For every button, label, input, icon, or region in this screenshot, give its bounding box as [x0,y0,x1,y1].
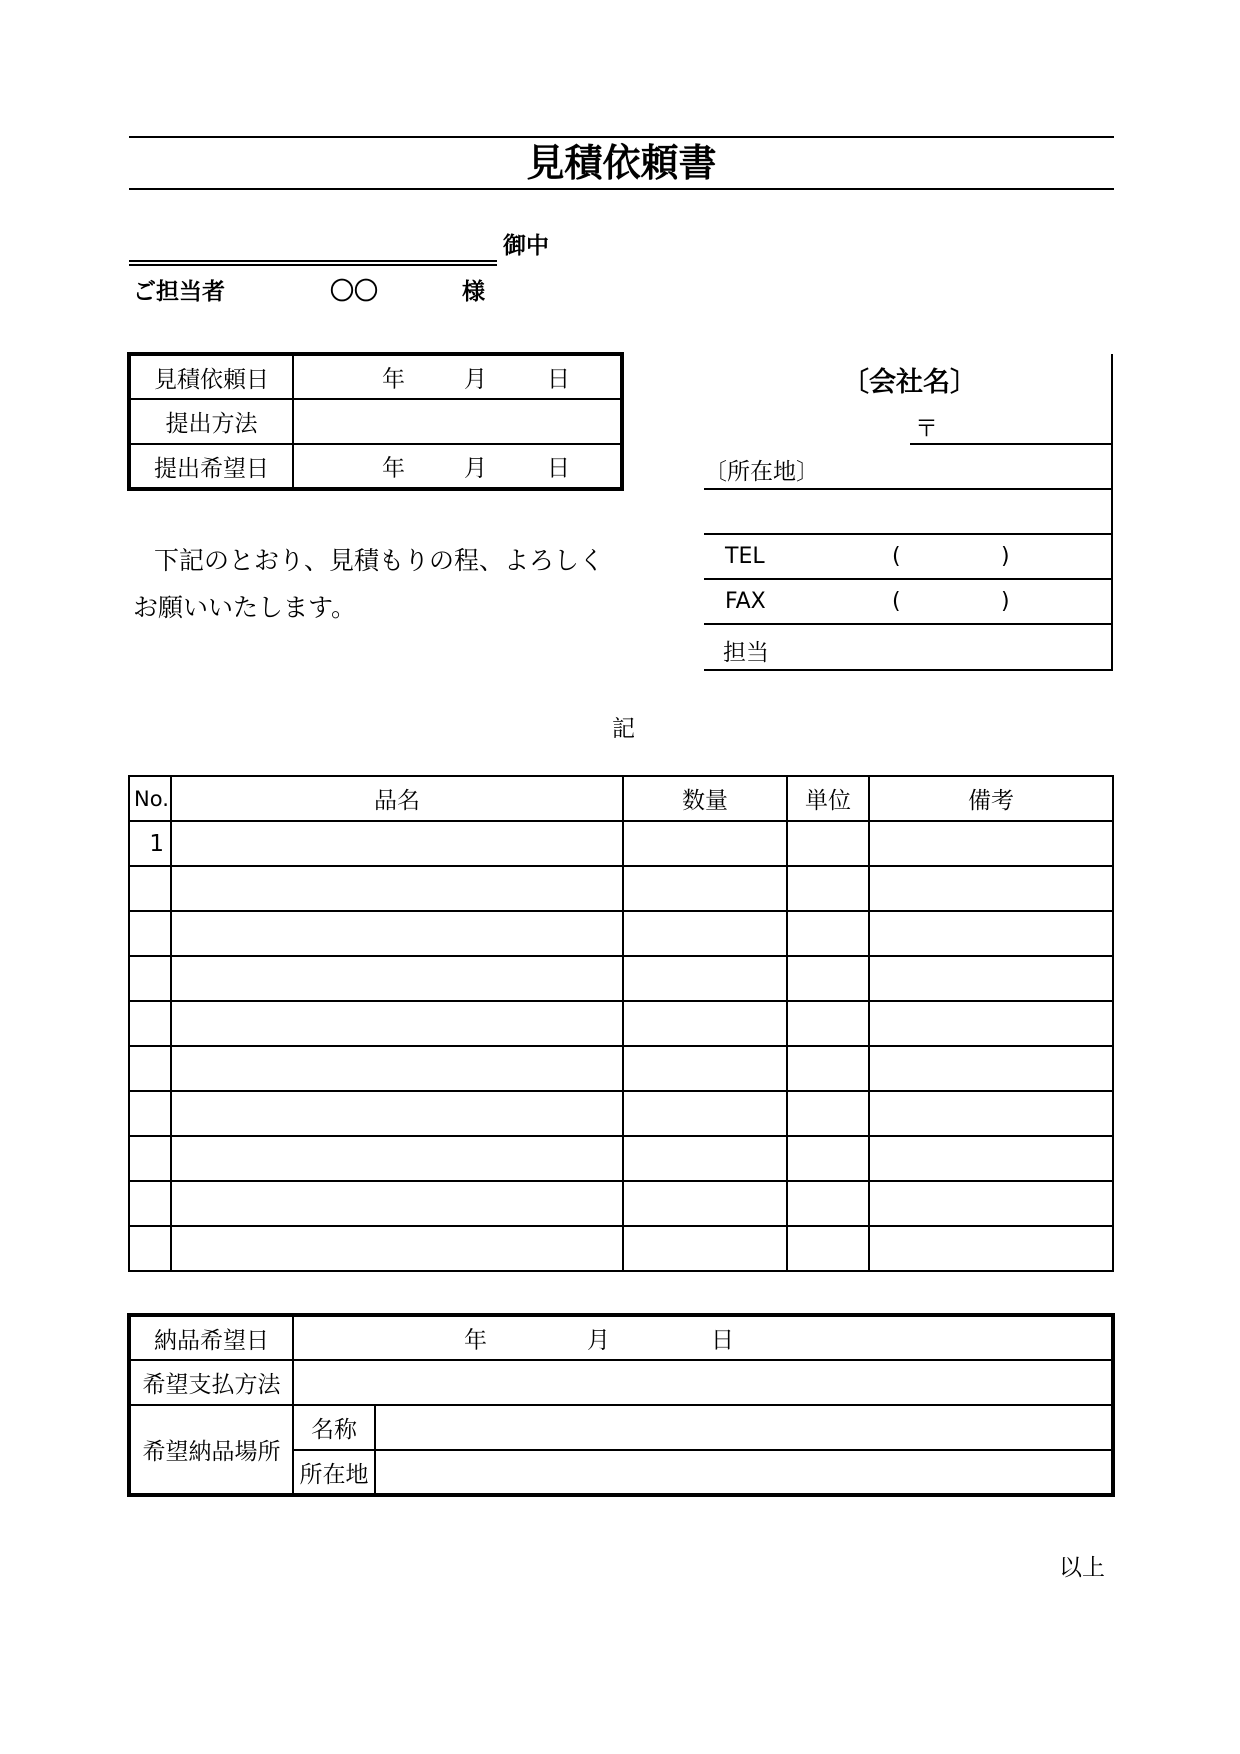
tel-paren-close: ) [1001,544,1010,569]
unit-cell[interactable] [787,1181,869,1226]
header-no: No. [129,776,171,821]
submit-method-value[interactable] [293,399,622,444]
header-item-name: 品名 [171,776,623,821]
delivery-table [127,1313,1115,1497]
address-line-1 [704,488,1113,490]
month-label: 月 [587,1327,610,1354]
fax-paren-close: ) [1001,589,1010,614]
place-address-label: 所在地 [293,1450,375,1495]
year-label: 年 [382,366,405,393]
unit-cell[interactable] [787,1046,869,1091]
remarks-cell[interactable] [869,1136,1113,1181]
tanto-name: 〇〇 [330,277,378,305]
unit-cell[interactable] [787,911,869,956]
submit-due-label: 提出希望日 [129,444,293,489]
table-row [129,956,1113,1001]
table-row [129,911,1113,956]
delivery-place-label: 希望納品場所 [129,1405,293,1495]
quantity-cell[interactable] [623,1136,787,1181]
quantity-cell[interactable] [623,956,787,1001]
year-label: 年 [464,1327,487,1354]
unit-cell[interactable] [787,1226,869,1271]
item-name-cell[interactable] [171,1001,623,1046]
ki-label: 記 [612,716,635,742]
table-row [129,1181,1113,1226]
tel-paren-open: ( [892,544,901,569]
recipient-underline-2 [129,264,497,266]
submit-method-label: 提出方法 [129,399,293,444]
item-name-cell[interactable] [171,1226,623,1271]
remarks-cell[interactable] [869,866,1113,911]
item-name-cell[interactable] [171,821,623,866]
payment-method-label: 希望支払方法 [129,1360,293,1405]
item-name-cell[interactable] [171,1136,623,1181]
day-label: 日 [711,1327,734,1354]
request-date-label: 見積依頼日 [129,354,293,399]
table-row [129,1136,1113,1181]
item-name-cell[interactable] [171,1181,623,1226]
company-name-label: 〔会社名〕 [842,367,977,398]
remarks-cell[interactable] [869,1001,1113,1046]
row-no [129,911,171,956]
place-name-label: 名称 [293,1405,375,1450]
unit-cell[interactable] [787,1091,869,1136]
request-row-date [129,354,622,399]
remarks-cell[interactable] [869,956,1113,1001]
message-line-1: 下記のとおり、見積もりの程、よろしく [154,546,605,575]
address-label: 〔所在地〕 [704,459,819,485]
item-name-cell[interactable] [171,911,623,956]
tel-underline [704,578,1113,580]
delivery-date-label: 納品希望日 [129,1315,293,1360]
item-name-cell[interactable] [171,956,623,1001]
fax-underline [704,623,1113,625]
table-row [129,866,1113,911]
row-no [129,1136,171,1181]
remarks-cell[interactable] [869,1046,1113,1091]
tanto-label: ご担当者 [133,279,225,305]
row-no [129,1001,171,1046]
remarks-cell[interactable] [869,821,1113,866]
recipient-underline-1 [129,260,497,262]
day-label: 日 [547,366,570,393]
row-no: 1 [129,821,171,866]
unit-cell[interactable] [787,821,869,866]
postal-underline [910,443,1113,445]
row-no [129,1226,171,1271]
quantity-cell[interactable] [623,1181,787,1226]
quantity-cell[interactable] [623,911,787,956]
unit-cell[interactable] [787,1136,869,1181]
items-header-row [129,776,1113,821]
quantity-cell[interactable] [623,1001,787,1046]
remarks-cell[interactable] [869,1226,1113,1271]
place-name-value[interactable] [375,1405,1113,1450]
company-tanto-label: 担当 [723,640,769,666]
row-no [129,956,171,1001]
unit-cell[interactable] [787,1001,869,1046]
request-row-method [129,399,622,444]
delivery-date-row [129,1315,1113,1360]
quantity-cell[interactable] [623,1226,787,1271]
table-row [129,1001,1113,1046]
payment-method-value[interactable] [293,1360,1113,1405]
unit-cell[interactable] [787,866,869,911]
sama-label: 様 [462,279,485,305]
header-unit: 単位 [787,776,869,821]
header-quantity: 数量 [623,776,787,821]
unit-cell[interactable] [787,956,869,1001]
row-no [129,1181,171,1226]
fax-label: FAX [725,589,766,614]
address-line-2 [704,533,1113,535]
request-table [127,352,624,491]
submit-due-value[interactable] [293,444,622,489]
onchu-label: 御中 [503,233,549,259]
delivery-date-value[interactable] [293,1315,1113,1360]
table-row [129,1091,1113,1136]
day-label: 日 [547,455,570,482]
request-row-due [129,444,622,489]
ijo-label: 以上 [1059,1555,1105,1581]
item-name-cell[interactable] [171,1046,623,1091]
document-title: 見積依頼書 [129,136,1114,190]
postal-mark: 〒 [915,416,938,442]
table-row [129,1226,1113,1271]
row-no [129,1046,171,1091]
place-address-value[interactable] [375,1450,1113,1495]
place-name-row [129,1405,1113,1450]
month-label: 月 [464,366,487,393]
table-row [129,1046,1113,1091]
request-date-value[interactable] [293,354,622,399]
quantity-cell[interactable] [623,821,787,866]
row-no [129,1091,171,1136]
month-label: 月 [464,455,487,482]
remarks-cell[interactable] [869,1181,1113,1226]
header-remarks: 備考 [869,776,1113,821]
quantity-cell[interactable] [623,866,787,911]
table-row [129,821,1113,866]
quantity-cell[interactable] [623,1046,787,1091]
fax-paren-open: ( [892,589,901,614]
remarks-cell[interactable] [869,911,1113,956]
row-no [129,866,171,911]
remarks-cell[interactable] [869,1091,1113,1136]
item-name-cell[interactable] [171,866,623,911]
items-table [128,775,1114,1272]
item-name-cell[interactable] [171,1091,623,1136]
quantity-cell[interactable] [623,1091,787,1136]
tel-label: TEL [725,544,765,569]
tanto-underline [704,669,1113,671]
year-label: 年 [382,455,405,482]
message-line-2: お願いいたします。 [133,593,357,622]
payment-row [129,1360,1113,1405]
